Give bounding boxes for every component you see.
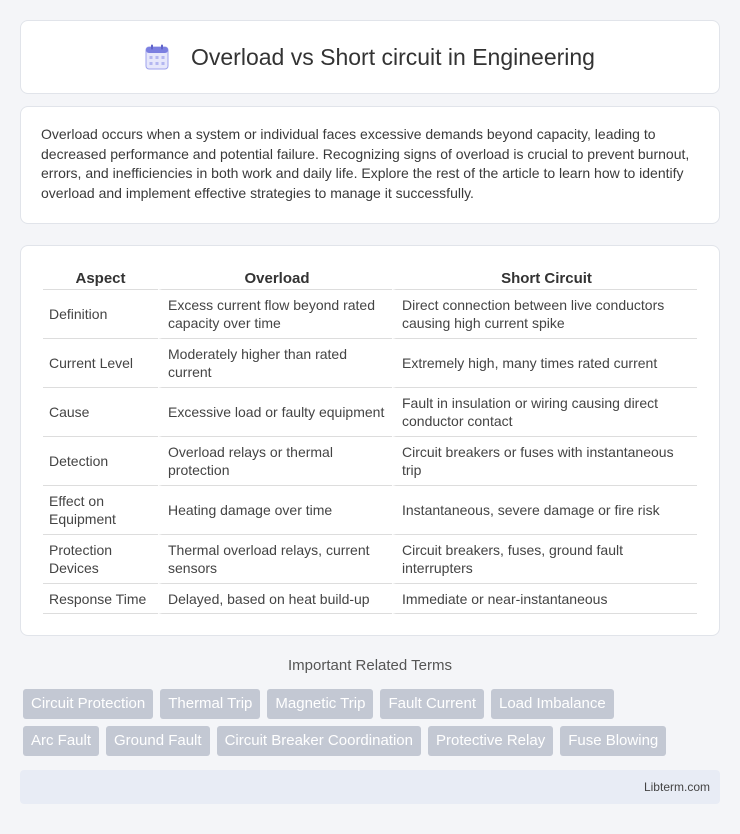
table-cell: Excess current flow beyond rated capacity over time [158, 290, 392, 339]
tag-arc-fault[interactable]: Arc Fault [23, 726, 99, 756]
tag-protective-relay[interactable]: Protective Relay [428, 726, 553, 756]
tag-row [23, 726, 723, 756]
comparison-card [20, 245, 720, 636]
tag-ground-fault[interactable]: Ground Fault [106, 726, 210, 756]
table-row [43, 437, 697, 486]
intro-card [20, 106, 720, 224]
table-cell: Definition [43, 290, 158, 339]
table-cell: Excessive load or faulty equipment [158, 388, 392, 437]
tag-row [23, 689, 723, 719]
table-cell: Delayed, based on heat build-up [158, 584, 392, 614]
table-cell: Instantaneous, severe damage or fire risk [392, 486, 697, 535]
table-header-row [43, 266, 697, 290]
table-cell: Fault in insulation or wiring causing direct conductor contact [392, 388, 697, 437]
table-cell: Detection [43, 437, 158, 486]
tag-circuit-protection[interactable]: Circuit Protection [23, 689, 153, 719]
table-cell: Protection Devices [43, 535, 158, 584]
calendar-icon [145, 44, 169, 70]
comparison-table [43, 266, 697, 614]
table-row [43, 388, 697, 437]
tag-fuse-blowing[interactable]: Fuse Blowing [560, 726, 666, 756]
table-cell: Extremely high, many times rated current [392, 339, 697, 388]
intro-paragraph: Overload occurs when a system or individual faces excessive demands beyond capacity, leading to decreased performance and potential failure. Recognizing signs of overload is crucial to prevent burnout, errors, and inefficiencies in both work and daily life. Explore the rest of the article to learn how to identify overload and implement effective strategies to manage it successfully. [41, 126, 690, 201]
footer [20, 770, 720, 804]
title-card [20, 20, 720, 94]
tag-thermal-trip[interactable]: Thermal Trip [160, 689, 260, 719]
table-cell: Response Time [43, 584, 158, 614]
table-cell: Direct connection between live conductors causing high current spike [392, 290, 697, 339]
table-cell: Current Level [43, 339, 158, 388]
table-cell: Effect on Equipment [43, 486, 158, 535]
related-terms-list [23, 689, 723, 763]
table-row [43, 535, 697, 584]
table-cell: Circuit breakers or fuses with instantaneous trip [392, 437, 697, 486]
footer-site-link[interactable]: Libterm.com [643, 780, 710, 794]
header-overload: Overload [158, 266, 392, 290]
table-cell: Heating damage over time [158, 486, 392, 535]
table-cell: Cause [43, 388, 158, 437]
table-cell: Overload relays or thermal protection [158, 437, 392, 486]
table-cell: Circuit breakers, fuses, ground fault interrupters [392, 535, 697, 584]
header-short-circuit: Short Circuit [392, 266, 697, 290]
related-terms-heading: Important Related Terms [288, 657, 452, 674]
table-row [43, 486, 697, 535]
tag-magnetic-trip[interactable]: Magnetic Trip [267, 689, 373, 719]
table-cell: Immediate or near-instantaneous [392, 584, 697, 614]
table-row [43, 290, 697, 339]
tag-load-imbalance[interactable]: Load Imbalance [491, 689, 614, 719]
table-cell: Thermal overload relays, current sensors [158, 535, 392, 584]
header-aspect: Aspect [43, 266, 158, 290]
table-row [43, 584, 697, 614]
table-cell: Moderately higher than rated current [158, 339, 392, 388]
table-row [43, 339, 697, 388]
tag-circuit-breaker-coordination[interactable]: Circuit Breaker Coordination [217, 726, 421, 756]
page-title: Overload vs Short circuit in Engineering [191, 43, 595, 70]
tag-fault-current[interactable]: Fault Current [380, 689, 484, 719]
